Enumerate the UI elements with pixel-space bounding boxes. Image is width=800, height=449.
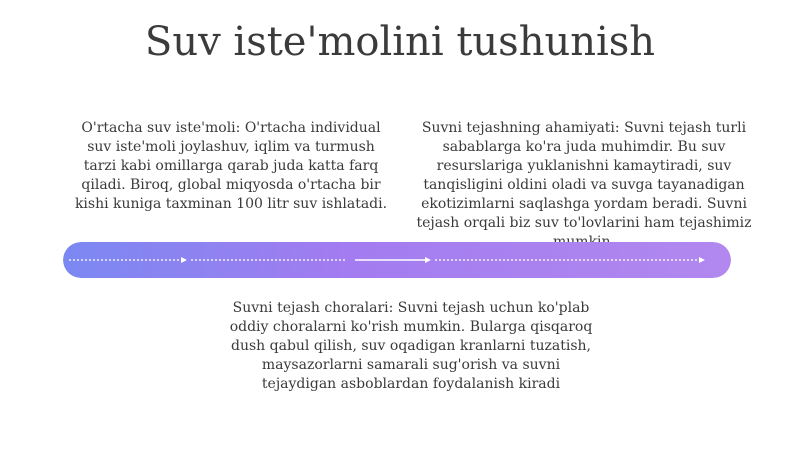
section-saving-measures: Suvni tejash choralari: Suvni tejash uchun ko'plab oddiy choralarni ko'rish mumkin. Bularga qisqaroq dush qabul qilish, suv oqadigan kranlarni tuzatish, maysazorlarni samarali sug'orish va suvni tejaydigan asboblardan foydalanish kiradi: [229, 300, 593, 392]
timeline-bar: [63, 242, 731, 278]
timeline-graphic: [63, 242, 731, 278]
section-average-consumption: O'rtacha suv iste'moli: O'rtacha individual suv iste'moli joylashuv, iqlim va turmush tarzi kabi omillarga qarab juda katta farq qiladi. Biroq, global miqyosda o'rtacha bir kishi kuniga taxminan 100 litr suv ishlatadi.: [74, 120, 388, 212]
slide-title: Suv iste'molini tushunish: [144, 19, 656, 65]
section-importance-of-saving: Suvni tejashning ahamiyati: Suvni tejash turli sabablarga ko'ra juda muhimdir. Bu suv resurslariga yuklanishni kamaytiradi, suv tanqisligini oldini oladi va suvga tayanadigan ekotizimlarni saqlashga yordam beradi. Suvni tejash orqali biz suv to'lovlarini ham tejashimiz: [416, 120, 752, 231]
